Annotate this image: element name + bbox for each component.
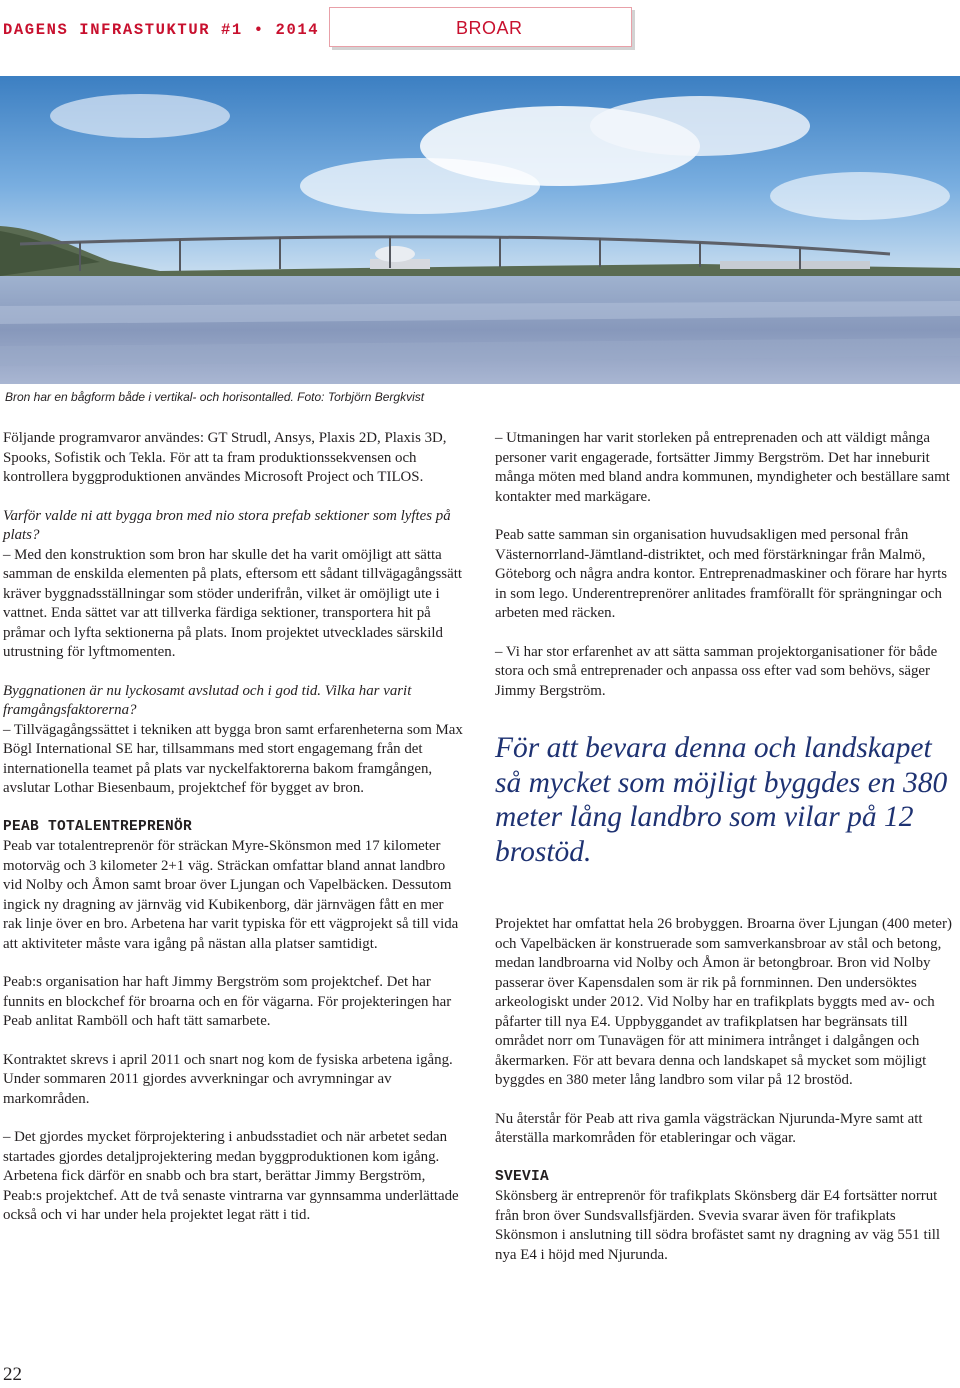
interview-question: Byggnationen är nu lyckosamt avslutad och i god tid. Vilka har varit framgångsfaktorerna? [3, 682, 412, 718]
body-paragraph: Nu återstår för Peab att riva gamla vägsträckan Njurunda-Myre samt att återställa markområden för etableringar och vägar. [495, 1110, 923, 1146]
body-paragraph: Peab satte samman sin organisation huvudsakligen med personal från Västernorrland-Jämtland-distriktet, och med förstärkningar från Malmö, Göteborg och några andra kontor. Entreprenadmaskiner och förare har hyrts in som lego. Underentreprenörer anlitades framförallt för sprängningar och arbeten med räcken. [495, 527, 948, 621]
body-paragraph: – Vi har stor erfarenhet av att sätta samman projektorganisationer för både stora och små entreprenader och anpassa oss efter vad som behövs, säger Jimmy Bergström. [495, 643, 938, 699]
magazine-title: DAGENS INFRASTUKTUR #1 • 2014 [3, 21, 320, 39]
page-number: 22 [3, 1364, 22, 1385]
section-heading: PEAB TOTALENTREPRENÖR [3, 818, 193, 835]
right-column [495, 429, 955, 1284]
body-paragraph: Skönsberg är entreprenör för trafikplats Skönsberg där E4 fortsätter norrut från bron över Sundsvallsfjärden. Svevia svarar även för trafikplats Skönsmon i anslutning till södra brofästet samt ny dragning av väg 551 till nya E4 i höjd med Njurunda. [495, 1188, 941, 1263]
section-heading: SVEVIA [495, 1168, 550, 1185]
bridge-photo [0, 76, 960, 384]
body-paragraph: Projektet har omfattat hela 26 brobyggen. Broarna över Ljungan (400 meter) och Vapelbäcken är konstruerade som samverkansbroar av stål och betong, medan landbroarna vid Nolby och Åmon är betongbroar. Bron vid Nolby passerar över Kapensdalen som är rik på fornminnen. Den undersöktes arkeologiskt under 2012. Vid Nolby har en trafikplats byggts med av- och påfarter till nya E4. Uppbyggandet av trafikplatsen har begränsats till området norr om Tunavägen för att minimera intrånget i dalgången och åkermarken. För att bevara denna och landskapet så mycket som möjligt byggdes en 380 meter lång landbro som vilar på 12 brostöd. [495, 916, 952, 1088]
body-paragraph: – Det gjordes mycket förprojektering i anbudsstadiet och när arbetet sedan startades gjordes detaljprojektering medan byggproduktionen kom igång. Arbetena fick därför en snabb och bra start, berättar Jimmy Bergström, Peab:s projektchef. Att de två senaste vintrarna var gynnsamma underlättade också och vi har under hela projektet legat rätt i tid. [3, 1129, 459, 1223]
interview-question: Varför valde ni att bygga bron med nio stora prefab sektioner som lyftes på plats? [3, 507, 451, 543]
body-paragraph: – Utmaningen har varit storleken på entreprenaden och att väldigt många personer varit engagerade, fortsätter Jimmy Bergström. Det har inneburit många möten med bland andra kommunen, myndigheter och beställare samt kontakter med markägare. [495, 430, 950, 505]
body-paragraph: Kontraktet skrevs i april 2011 och snart nog kom de fysiska arbetena igång. Under sommaren 2011 gjordes avverkningar och avrymningar av markområden. [3, 1051, 453, 1107]
pull-quote: För att bevara denna och landskapet så mycket som möjligt byggdes en 380 meter lång landbro som vilar på 12 brostöd. [495, 732, 948, 868]
photo-caption: Bron har en bågform både i vertikal- och horisontalled. Foto: Torbjörn Bergkvist [5, 390, 425, 404]
interview-answer: – Tillvägagångssättet i tekniken att bygga bron samt erfarenheterna som Max Bögl International SE har, tillsammans med stort engagemang från det internationella teamet på plats var nyckelfaktorerna bakom framgången, avslutar Lothar Biesenbaum, projektchef för bygget av bron. [3, 721, 463, 796]
section-label: BROAR [456, 18, 523, 38]
interview-answer: – Med den konstruktion som bron har skulle det ha varit omöjligt att sätta samman de enskilda elementen på plats, eftersom ett sådant tillvägagångssätt kräver byggnadsställningar som stöder underifrån, vilket är omöjligt ute i vattnet. Enda sättet var att tillverka färdiga sektioner, transportera hit på pråmar och lyfta sektionerna på plats. Inom projektet utvecklades särskild utrustning för lyftmomenten. [3, 546, 462, 660]
body-paragraph: Peab var totalentreprenör för sträckan Myre-Skönsmon med 17 kilometer motorväg och 3 kilometer 2+1 väg. Sträckan omfattar bland annat landbro vid Nolby och Åmon samt broar över Ljungan och Vapelbäcken. Dessutom ingick ny dragning av järnväg vid Kubikenborg, där järnvägen fått en mer rak linje över en bro. Arbetena har varit typiska för ett vägprojekt så till vida att aktiviteter måste vara igång på nästan alla platser samtidigt. [3, 838, 459, 952]
page-header [0, 0, 960, 70]
intro-paragraph: Följande programvaror användes: GT Strudl, Ansys, Plaxis 2D, Plaxis 3D, Spooks, Sofistik och Tekla. För att ta fram produktionssekvensen och kontrollera byggproduktionen användes Microsoft Project och TILOS. [3, 430, 447, 485]
left-column [3, 429, 463, 1245]
body-paragraph: Peab:s organisation har haft Jimmy Bergström som projektchef. Det har funnits en blockchef för broarna och en för vägarna. För projekteringen har Peab anlitat Ramböll och haft tätt samarbete. [3, 974, 452, 1029]
